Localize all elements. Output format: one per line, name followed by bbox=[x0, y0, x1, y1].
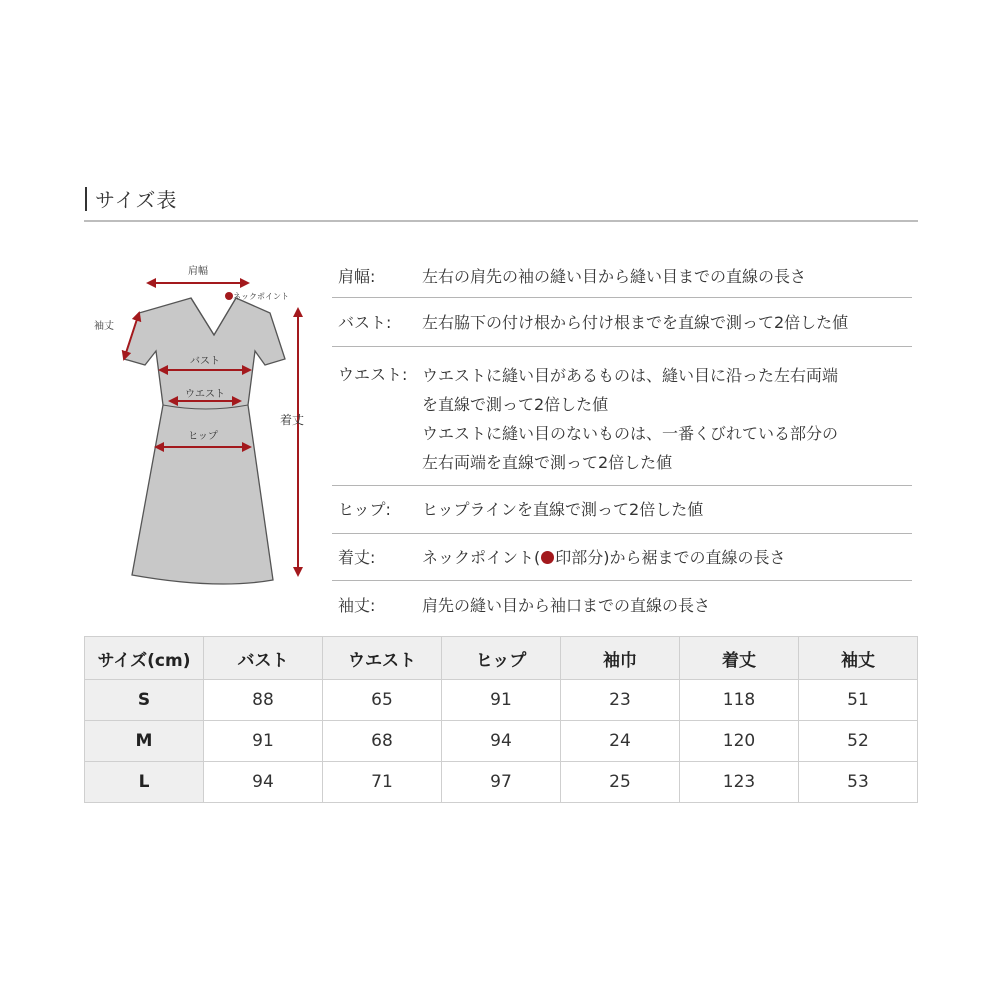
size-label: S bbox=[85, 680, 204, 721]
bust-label: バスト bbox=[190, 356, 220, 367]
table-cell: 97 bbox=[442, 762, 561, 803]
definition-term: 肩幅: bbox=[338, 266, 376, 286]
hip-label: ヒップ bbox=[188, 431, 218, 442]
size-label: L bbox=[85, 762, 204, 803]
table-cell: 123 bbox=[680, 762, 799, 803]
size-label: M bbox=[85, 721, 204, 762]
definition-text: ヒップラインを直線で測って2倍した値 bbox=[422, 500, 704, 519]
header-sleeve-width: 袖巾 bbox=[561, 637, 680, 680]
table-cell: 52 bbox=[799, 721, 918, 762]
table-cell: 118 bbox=[680, 680, 799, 721]
table-cell: 53 bbox=[799, 762, 918, 803]
title-accent-bar bbox=[85, 187, 87, 211]
definition-term: バスト: bbox=[338, 312, 392, 332]
length-label: 着丈 bbox=[280, 413, 305, 427]
neck-point-dot-icon bbox=[541, 551, 554, 564]
table-row bbox=[85, 762, 918, 803]
definition-row-hip bbox=[332, 486, 912, 534]
table-cell: 68 bbox=[323, 721, 442, 762]
table-row bbox=[85, 721, 918, 762]
page-title: サイズ表 bbox=[95, 188, 178, 212]
section-header bbox=[85, 184, 177, 213]
header-hip: ヒップ bbox=[442, 637, 561, 680]
title-divider bbox=[84, 220, 918, 222]
definition-row-waist bbox=[332, 347, 912, 486]
header-length: 着丈 bbox=[680, 637, 799, 680]
definition-term: ウエスト: bbox=[338, 365, 408, 384]
table-cell: 88 bbox=[204, 680, 323, 721]
waist-label: ウエスト bbox=[185, 389, 225, 400]
header-bust: バスト bbox=[204, 637, 323, 680]
definition-row-length bbox=[332, 534, 912, 581]
definition-term: 着丈: bbox=[338, 547, 376, 567]
definition-row-shoulder bbox=[332, 255, 912, 298]
table-cell: 51 bbox=[799, 680, 918, 721]
definition-text: 左右の肩先の袖の縫い目から縫い目までの直線の長さ bbox=[422, 266, 807, 286]
table-cell: 94 bbox=[442, 721, 561, 762]
definition-text: 左右脇下の付け根から付け根までを直線で測って2倍した値 bbox=[422, 312, 849, 332]
sleeve-label: 袖丈 bbox=[94, 321, 114, 332]
header-size: サイズ(cm) bbox=[85, 637, 204, 680]
table-cell: 71 bbox=[323, 762, 442, 803]
garment-diagram bbox=[88, 255, 328, 595]
table-cell: 91 bbox=[442, 680, 561, 721]
table-header-row bbox=[85, 637, 918, 680]
table-cell: 23 bbox=[561, 680, 680, 721]
neck-point-label: ネックポイント bbox=[233, 292, 289, 301]
definition-term: ヒップ: bbox=[338, 500, 391, 519]
definition-text: 肩先の縫い目から袖口までの直線の長さ bbox=[422, 595, 711, 615]
table-cell: 94 bbox=[204, 762, 323, 803]
table-cell: 120 bbox=[680, 721, 799, 762]
neck-point-marker bbox=[225, 292, 233, 300]
table-cell: 24 bbox=[561, 721, 680, 762]
definition-row-sleeve bbox=[332, 581, 912, 629]
header-sleeve-length: 袖丈 bbox=[799, 637, 918, 680]
table-cell: 65 bbox=[323, 680, 442, 721]
table-cell: 91 bbox=[204, 721, 323, 762]
measurement-definitions bbox=[332, 255, 912, 629]
table-row bbox=[85, 680, 918, 721]
table-cell: 25 bbox=[561, 762, 680, 803]
definition-text: ネックポイント( 印部分)から裾までの直線の長さ bbox=[422, 547, 786, 567]
shoulder-label: 肩幅 bbox=[188, 266, 208, 277]
definition-row-bust bbox=[332, 298, 912, 347]
definition-term: 袖丈: bbox=[338, 595, 376, 615]
header-waist: ウエスト bbox=[323, 637, 442, 680]
definition-text: ウエストに縫い目があるものは、縫い目に沿った左右両端 を直線で測って2倍した値 ウエストに縫い目のないものは、一番くびれている部分の 左右両端を直線で測って2倍した値 bbox=[422, 366, 839, 472]
size-table bbox=[84, 636, 918, 803]
